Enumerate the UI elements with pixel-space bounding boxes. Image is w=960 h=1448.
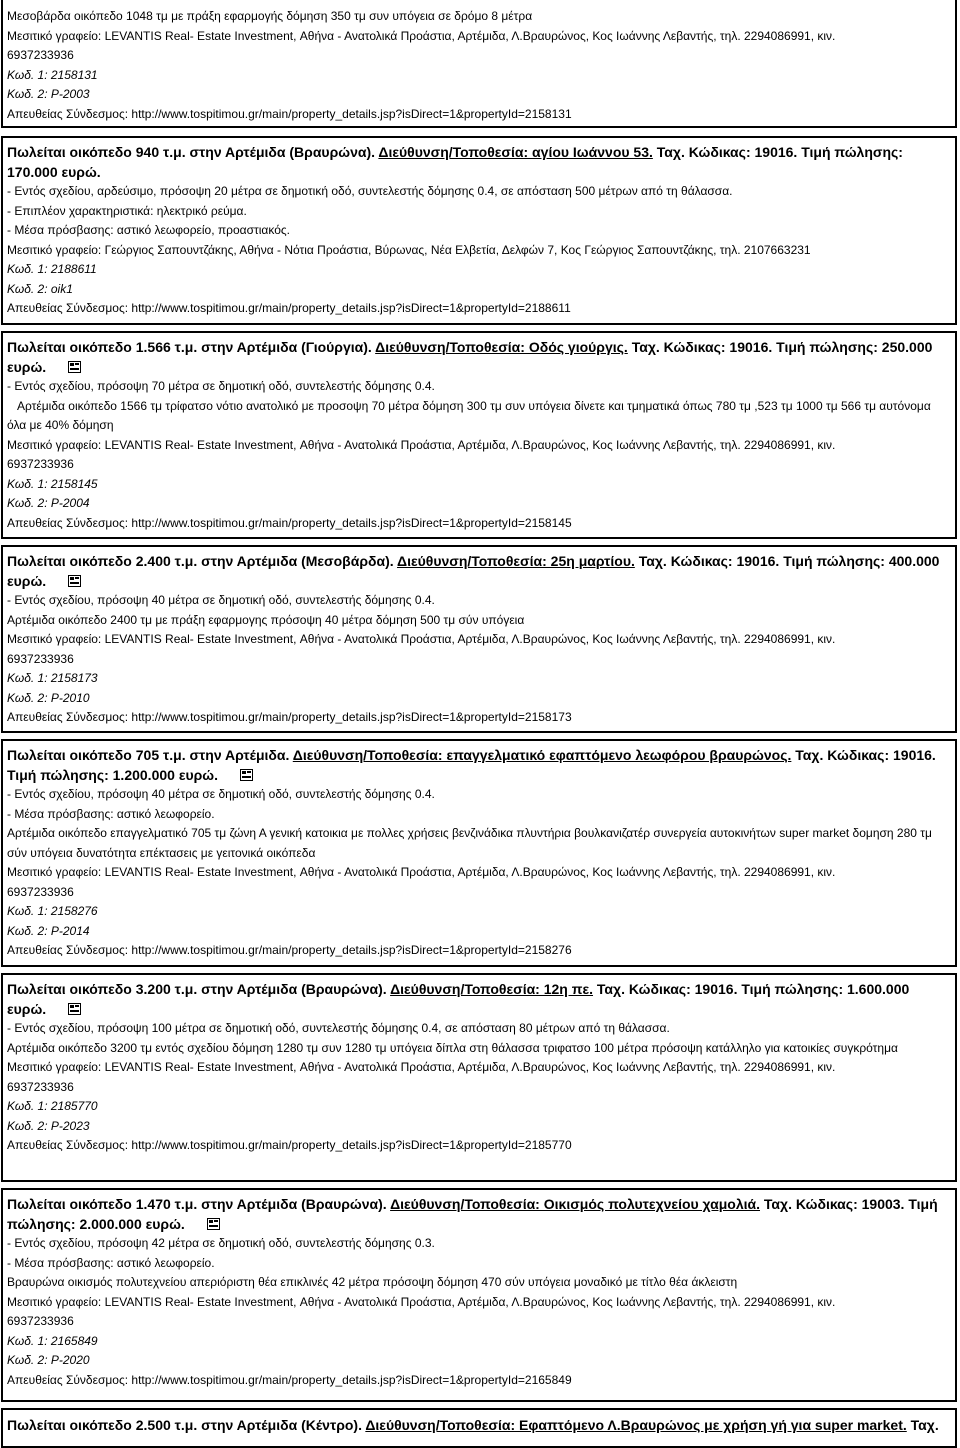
title-price: Ταχ. Κώδικας: 19003. Τιμή πώλησης: 2.000.000 ευρώ.: [7, 1196, 938, 1232]
listing-5: [1, 973, 957, 1182]
code-2: Κωδ. 2: P-2004: [7, 496, 90, 510]
listing-continued: [1, 0, 957, 128]
title-price: Ταχ. Κώδικας: 19016. Τιμή πώλησης: 170.000 ευρώ.: [7, 144, 903, 180]
description-line: Βραυρώνα οικισμός πολυτεχνείου απεριόριστη θέα επικλινές 42 μέτρα πρόσοψη δόμηση 470 σύν υπόγεια μοναδικό με τίτλο θέα άκλειστη: [7, 1275, 738, 1289]
direct-link[interactable]: Απευθείας Σύνδεσμος: http://www.tospitimou.gr/main/property_details.jsp?isDirect=1&propertyId=2158173: [7, 710, 572, 724]
code-2: Κωδ. 2: P-2020: [7, 1353, 90, 1367]
title-text: Πωλείται οικόπεδο 1.566 τ.μ. στην Αρτέμιδα (Γιούργια).: [7, 339, 372, 355]
code-1: Κωδ. 1: 2158276: [7, 904, 98, 918]
description-line: Αρτέμιδα οικόπεδο επαγγελματικό 705 τμ ζώνη Α γενική κατοικια με πολλες χρήσεις βενζινάδικα πλυντήρια βουλκανιζατέρ συνεργεία αυτοκινήτων super market δομηση 280 τμ σύν υπόγεια δυνατότητα επέκτασεις με γειτονικά οικόπεδα: [7, 826, 932, 860]
mobile-line: 6937233936: [7, 48, 74, 62]
code-1: Κωδ. 1: 2158173: [7, 671, 98, 685]
listing-title: [7, 551, 951, 591]
detail-line: - Επιπλέον χαρακτηριστικά: ηλεκτρικό ρεύμα.: [7, 203, 247, 218]
detail-line: - Εντός σχεδίου, πρόσοψη 100 μέτρα σε δημοτική οδό, συντελεστής δόμησης 0.4, σε απόσταση 80 μέτρων από τη θάλασσα.: [7, 1021, 670, 1035]
listing-7: [1, 1408, 957, 1448]
phone-icon: [207, 1218, 220, 1230]
title-address: Διεύθυνση/Τοποθεσία: 12η πε.: [390, 981, 594, 997]
detail-line: - Εντός σχεδίου, πρόσοψη 40 μέτρα σε δημοτική οδό, συντελεστής δόμησης 0.4.: [7, 787, 435, 801]
mobile-line: 6937233936: [7, 457, 74, 471]
phone-icon: [68, 575, 81, 587]
listing-title: [7, 745, 951, 785]
listing-6: [1, 1188, 957, 1402]
phone-icon: [68, 1003, 81, 1015]
title-address: Διεύθυνση/Τοποθεσία: Εφαπτόμενο Λ.Βραυρώνος με χρήση γή για super market.: [365, 1417, 907, 1433]
listing-2: [1, 331, 957, 539]
description-line: Μεσοβάρδα οικόπεδο 1048 τμ με πράξη εφαρμογής δόμηση 350 τμ συν υπόγεια σε δρόμο 8 μέτρα: [7, 9, 533, 23]
title-text: Πωλείται οικόπεδο 3.200 τ.μ. στην Αρτέμιδα (Βραυρώνα).: [7, 981, 387, 997]
detail-line: - Εντός σχεδίου, αρδεύσιμο, πρόσοψη 20 μέτρα σε δημοτική οδό, συντελεστής δόμησης 0.4, σε απόσταση 500 μέτρων από τη θάλασσα.: [7, 184, 733, 198]
mobile-line: 6937233936: [7, 1314, 74, 1328]
agency-line: Μεσιτικό γραφείο: LEVANTIS Real- Estate Investment, Αθήνα - Ανατολικά Προάστια, Αρτέμιδα, Λ.Βραυρώνος, Κος Ιωάννης Λεβαντής, τηλ. 2294086991, κιν.: [7, 1060, 836, 1074]
listing-title: [7, 1415, 951, 1435]
title-address: Διεύθυνση/Τοποθεσία: 25η μαρτίου.: [397, 553, 635, 569]
listing-title: [7, 337, 951, 377]
direct-link[interactable]: Απευθείας Σύνδεσμος: http://www.tospitimou.gr/main/property_details.jsp?isDirect=1&propertyId=2158276: [7, 943, 572, 957]
listing-3: [1, 545, 957, 733]
code-1: Κωδ. 1: 2158131: [7, 67, 98, 82]
title-price: Ταχ. Κώδικας: 19016. Τιμή πώλησης: 250.000 ευρώ.: [7, 339, 933, 375]
title-address: Διεύθυνση/Τοποθεσία: Οικισμός πολυτεχνείου χαμολιά.: [390, 1196, 760, 1212]
detail-line: - Μέσα πρόσβασης: αστικό λεωφορείο.: [7, 1255, 215, 1270]
mobile-line: 6937233936: [7, 651, 74, 666]
code-1: Κωδ. 1: 2165849: [7, 1333, 98, 1348]
description-line: Αρτέμιδα οικόπεδο 2400 τμ με πράξη εφαρμογης πρόσοψη 40 μέτρα δόμηση 500 τμ σύν υπόγεια: [7, 612, 525, 627]
detail-line: - Εντός σχεδίου, πρόσοψη 70 μέτρα σε δημοτική οδό, συντελεστής δόμησης 0.4.: [7, 379, 435, 393]
title-text: Πωλείται οικόπεδο 2.400 τ.μ. στην Αρτέμιδα (Μεσοβάρδα).: [7, 553, 394, 569]
code-2: Κωδ. 2: P-2010: [7, 690, 90, 705]
title-price: Ταχ. Κώδικας: 19016. Τιμή πώλησης: 1.600.000 ευρώ.: [7, 981, 910, 1017]
agency-line: Μεσιτικό γραφείο: LEVANTIS Real- Estate Investment, Αθήνα - Ανατολικά Προάστια, Αρτέμιδα, Λ.Βραυρώνος, Κος Ιωάννης Λεβαντής, τηλ. 2294086991, κιν.: [7, 865, 836, 879]
listing-title: [7, 142, 951, 182]
description-line: Αρτέμιδα οικόπεδο 1566 τμ τρίφατσο νότιο ανατολικό με προσοψη 70 μέτρα δόμηση 300 τμ συν υπόγεια δίνετε και τμηματικά όπως 780 τμ ,523 τμ 1000 τμ 566 τμ αυτόνομα όλα με 40% δόμηση: [7, 398, 935, 432]
listing-1: [1, 136, 957, 325]
code-2: Κωδ. 2: P-2023: [7, 1118, 90, 1133]
agency-line: Μεσιτικό γραφείο: LEVANTIS Real- Estate Investment, Αθήνα - Ανατολικά Προάστια, Αρτέμιδα, Λ.Βραυρώνος, Κος Ιωάννης Λεβαντής, τηλ. 2294086991, κιν.: [7, 1294, 836, 1309]
phone-icon: [240, 769, 253, 781]
title-text: Πωλείται οικόπεδο 705 τ.μ. στην Αρτέμιδα.: [7, 747, 290, 763]
code-2: Κωδ. 2: P-2003: [7, 87, 90, 101]
direct-link[interactable]: Απευθείας Σύνδεσμος: http://www.tospitimou.gr/main/property_details.jsp?isDirect=1&propertyId=2165849: [7, 1372, 572, 1387]
title-address: Διεύθυνση/Τοποθεσία: επαγγελματικό εφαπτόμενο λεωφόρου βραυρώνος.: [292, 747, 792, 763]
code-2: Κωδ. 2: P-2014: [7, 923, 90, 938]
code-1: Κωδ. 1: 2158145: [7, 476, 98, 491]
listing-title: [7, 979, 951, 1019]
title-text: Πωλείται οικόπεδο 1.470 τ.μ. στην Αρτέμιδα (Βραυρώνα).: [7, 1196, 387, 1212]
agency-line: Μεσιτικό γραφείο: LEVANTIS Real- Estate Investment, Αθήνα - Ανατολικά Προάστια, Αρτέμιδα, Λ.Βραυρώνος, Κος Ιωάννης Λεβαντής, τηλ. 2294086991, κιν.: [7, 28, 836, 43]
listing-4: [1, 739, 957, 967]
title-price: Ταχ.: [910, 1417, 939, 1433]
agency-line: Μεσιτικό γραφείο: LEVANTIS Real- Estate Investment, Αθήνα - Ανατολικά Προάστια, Αρτέμιδα, Λ.Βραυρώνος, Κος Ιωάννης Λεβαντής, τηλ. 2294086991, κιν.: [7, 632, 836, 646]
direct-link[interactable]: Απευθείας Σύνδεσμος: http://www.tospitimou.gr/main/property_details.jsp?isDirect=1&propertyId=2158131: [7, 106, 572, 121]
title-address: Διεύθυνση/Τοποθεσία: Οδός γιούργις.: [375, 339, 628, 355]
detail-line: - Μέσα πρόσβασης: αστικό λεωφορείο, προαστιακός.: [7, 223, 290, 237]
direct-link[interactable]: Απευθείας Σύνδεσμος: http://www.tospitimou.gr/main/property_details.jsp?isDirect=1&propertyId=2185770: [7, 1138, 572, 1152]
title-price: Ταχ. Κώδικας: 19016. Τιμή πώλησης: 400.000 ευρώ.: [7, 553, 940, 589]
detail-line: - Εντός σχεδίου, πρόσοψη 40 μέτρα σε δημοτική οδό, συντελεστής δόμησης 0.4.: [7, 593, 435, 607]
mobile-line: 6937233936: [7, 884, 74, 899]
title-address: Διεύθυνση/Τοποθεσία: αγίου Ιωάννου 53.: [378, 144, 653, 160]
code-1: Κωδ. 1: 2188611: [7, 262, 97, 276]
description-line: Αρτέμιδα οικόπεδο 3200 τμ εντός σχεδίου δόμηση 1280 τμ συν 1280 τμ υπόγεια δίπλα στη θάλασσα τριφατσο 100 μέτρα πρόσοψη κατάλληλο για κατοικίες συγκρότημα: [7, 1040, 898, 1055]
title-text: Πωλείται οικόπεδο 2.500 τ.μ. στην Αρτέμιδα (Κέντρο).: [7, 1417, 362, 1433]
code-1: Κωδ. 1: 2185770: [7, 1099, 98, 1113]
title-price: Ταχ. Κώδικας: 19016. Τιμή πώλησης: 1.200.000 ευρώ.: [7, 747, 936, 783]
direct-link[interactable]: Απευθείας Σύνδεσμος: http://www.tospitimou.gr/main/property_details.jsp?isDirect=1&propertyId=2158145: [7, 515, 572, 530]
phone-icon: [68, 361, 81, 373]
agency-line: Μεσιτικό γραφείο: Γεώργιος Σαπουντζάκης, Αθήνα - Νότια Προάστια, Βύρωνας, Νέα Ελβετία, Δελφών 7, Κος Γεώργιος Σαπουντζάκης, τηλ. 2107663231: [7, 242, 811, 257]
code-2: Κωδ. 2: oik1: [7, 281, 73, 296]
title-text: Πωλείται οικόπεδο 940 τ.μ. στην Αρτέμιδα (Βραυρώνα).: [7, 144, 376, 160]
detail-line: - Εντός σχεδίου, πρόσοψη 42 μέτρα σε δημοτική οδό, συντελεστής δόμησης 0.3.: [7, 1236, 435, 1250]
listing-title: [7, 1194, 951, 1234]
mobile-line: 6937233936: [7, 1079, 74, 1094]
agency-line: Μεσιτικό γραφείο: LEVANTIS Real- Estate Investment, Αθήνα - Ανατολικά Προάστια, Αρτέμιδα, Λ.Βραυρώνος, Κος Ιωάννης Λεβαντής, τηλ. 2294086991, κιν.: [7, 437, 836, 452]
detail-line: - Μέσα πρόσβασης: αστικό λεωφορείο.: [7, 806, 215, 821]
direct-link[interactable]: Απευθείας Σύνδεσμος: http://www.tospitimou.gr/main/property_details.jsp?isDirect=1&propertyId=2188611: [7, 301, 571, 315]
